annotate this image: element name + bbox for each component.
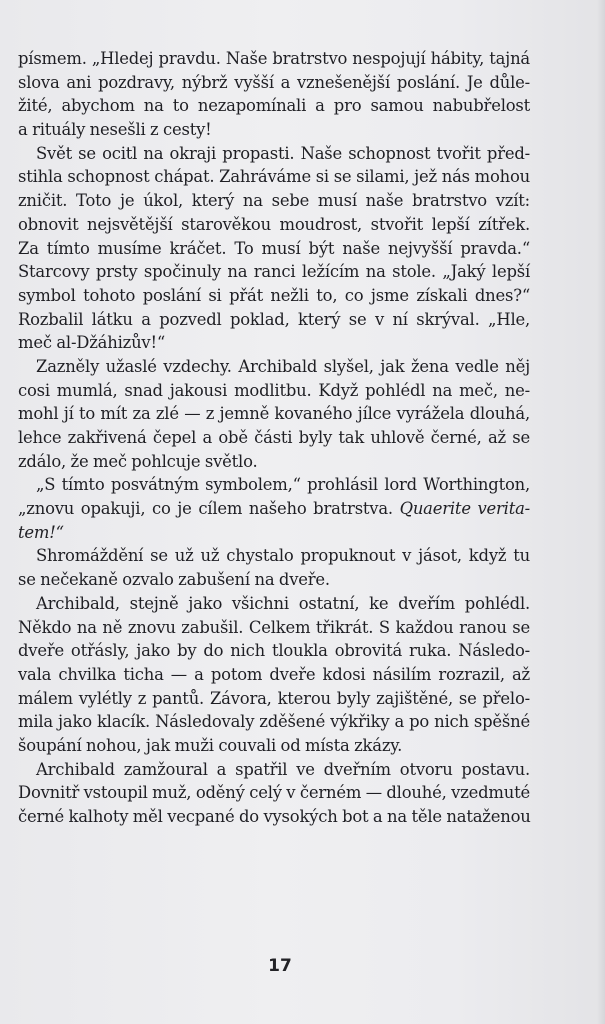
text-line: dveře otřásly, jako by do nich tloukla obrovitá ruka. Následo- — [18, 641, 530, 661]
text-line: Archibald zamžoural a spatřil ve dveřním otvoru postavu. — [36, 759, 530, 779]
text-line: mila jako klacík. Následovaly zděšené výkřiky a po nich spěšné — [18, 712, 530, 732]
text-line: „S tímto posvátným symbolem,“ prohlásil lord Worthington, — [36, 475, 530, 495]
text-line: Rozbalil látku a pozvedl poklad, který se v ní skrýval. „Hle, — [18, 309, 530, 329]
text-line: málem vylétly z pantů. Závora, kterou byly zajištěné, se přelo- — [18, 688, 530, 708]
text-line: cosi mumlá, snad jakousi modlitbu. Když pohlédl na meč, ne- — [18, 380, 530, 400]
text-line: černé kalhoty měl vecpané do vysokých bot a na těle nataženou — [18, 807, 531, 826]
body-text — [18, 47, 530, 829]
text-line: lehce zakřivená čepel a obě části byly tak uhlově černé, až se — [18, 428, 530, 447]
text-line — [18, 497, 530, 521]
text-line: zdálo, že meč pohlcuje světlo. — [18, 451, 258, 471]
text-line: mohl jí to mít za zlé — z jemně kovaného jílce vyrážela dlouhá, — [18, 404, 530, 424]
page-number: 17 — [268, 956, 292, 976]
text-line-part: „znovu opakuji, co je cílem našeho bratrstva. — [18, 499, 393, 519]
text-line: tem!“ — [18, 522, 64, 542]
text-line: vala chvilka ticha — a potom dveře kdosi násilím rozrazil, až — [18, 664, 530, 684]
text-line: písmem. „Hledej pravdu. Naše bratrstvo nespojují hábity, tajná — [18, 49, 530, 68]
text-line: Svět se ocitl na okraji propasti. Naše schopnost tvořit před- — [36, 143, 530, 163]
latin-motto: Quaerite verita- — [399, 499, 530, 519]
text-line: Archibald, stejně jako všichni ostatní, ke dveřím pohlédl. — [36, 593, 530, 613]
text-line: obnovit nejsvětější starověkou moudrost, stvořit lepší zítřek. — [18, 214, 530, 234]
text-line: Zazněly užaslé vzdechy. Archibald slyšel, jak žena vedle něj — [36, 356, 530, 376]
text-line: žité, abychom na to nezapomínali a pro samou nabubřelost — [18, 96, 530, 116]
text-line: zničit. Toto je úkol, který na sebe musí naše bratrstvo vzít: — [18, 191, 530, 211]
text-line: Někdo na ně znovu zabušil. Celkem třikrát. S každou ranou se — [18, 617, 530, 637]
page-edge-shadow — [597, 0, 605, 1024]
text-line: stihla schopnost chápat. Zahráváme si se silami, jež nás mohou — [18, 167, 530, 187]
text-line: a rituály nesešli z cesty! — [18, 120, 212, 140]
text-line: šoupání nohou, jak muži couvali od místa zkázy. — [18, 735, 403, 755]
text-line: Za tímto musíme kráčet. To musí být naše nejvyšší pravda.“ — [18, 238, 530, 258]
text-line: symbol tohoto poslání si přát nežli to, co jsme získali dnes?“ — [18, 285, 530, 305]
text-line: Starcovy prsty spočinuly na ranci ležícím na stole. „Jaký lepší — [18, 262, 530, 282]
text-line: Dovnitř vstoupil muž, oděný celý v černém — dlouhé, vzedmuté — [18, 783, 531, 803]
text-line: meč al-Džáhizův!“ — [18, 333, 166, 353]
text-line: Shromáždění se už už chystalo propuknout v jásot, když tu — [36, 546, 530, 566]
text-line: slova ani pozdravy, nýbrž vyšší a vznešenější poslání. Je důle- — [18, 72, 530, 92]
text-line: se nečekaně ozvalo zabušení na dveře. — [18, 570, 330, 590]
